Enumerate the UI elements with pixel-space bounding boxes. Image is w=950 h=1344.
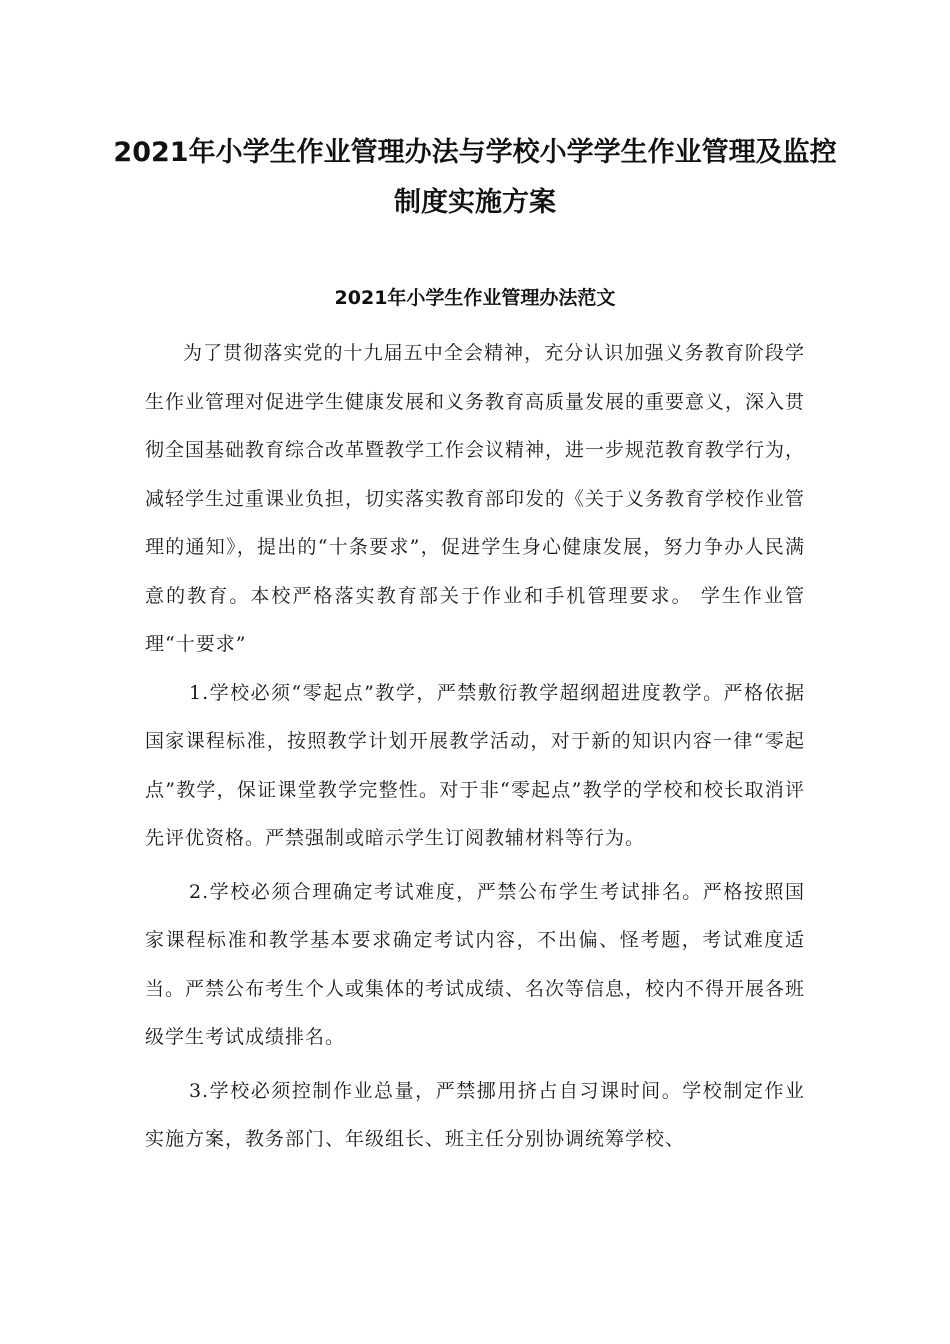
intro-paragraph: 为了贯彻落实党的十九届五中全会精神，充分认识加强义务教育阶段学生作业管理对促进学生健康发展和义务教育高质量发展的重要意义，深入贯彻全国基础教育综合改革暨教学工作会议精神，进一步规范教育教学行为，减轻学生过重课业负担，切实落实教育部印发的《关于义务教育学校作业管理的通知》，提出的“十条要求”，促进学生身心健康发展，努力争办人民满意的教育。本校严格落实教育部关于作业和手机管理要求。 学生作业管理“十要求” xyxy=(145,342,806,655)
requirement-paragraph-2: 2.学校必须合理确定考试难度，严禁公布学生考试排名。严格按照国家课程标准和教学基本要求确定考试内容，不出偏、怪考题，考试难度适当。严禁公布考生个人或集体的考试成绩、名次等信息，校内不得开展各班级学生考试成绩排名。 xyxy=(145,880,806,1048)
document-body xyxy=(145,329,805,1164)
requirement-paragraph-1: 1.学校必须“零起点”教学，严禁敷衍教学超纲超进度教学。严格依据国家课程标准，按照教学计划开展教学活动，对于新的知识内容一律“零起点”教学，保证课堂教学完整性。对于非“零起点”教学的学校和校长取消评先评优资格。严禁强制或暗示学生订阅教辅材料等行为。 xyxy=(145,681,805,849)
document-subtitle: 2021年小学生作业管理办法范文 xyxy=(334,287,616,309)
document-title: 2021年小学生作业管理办法与学校小学学生作业管理及监控制度实施方案 xyxy=(113,137,837,218)
requirement-paragraph-3: 3.学校必须控制作业总量，严禁挪用挤占自习课时间。学校制定作业实施方案，教务部门、年级组长、班主任分别协调统筹学校、 xyxy=(145,1079,805,1150)
